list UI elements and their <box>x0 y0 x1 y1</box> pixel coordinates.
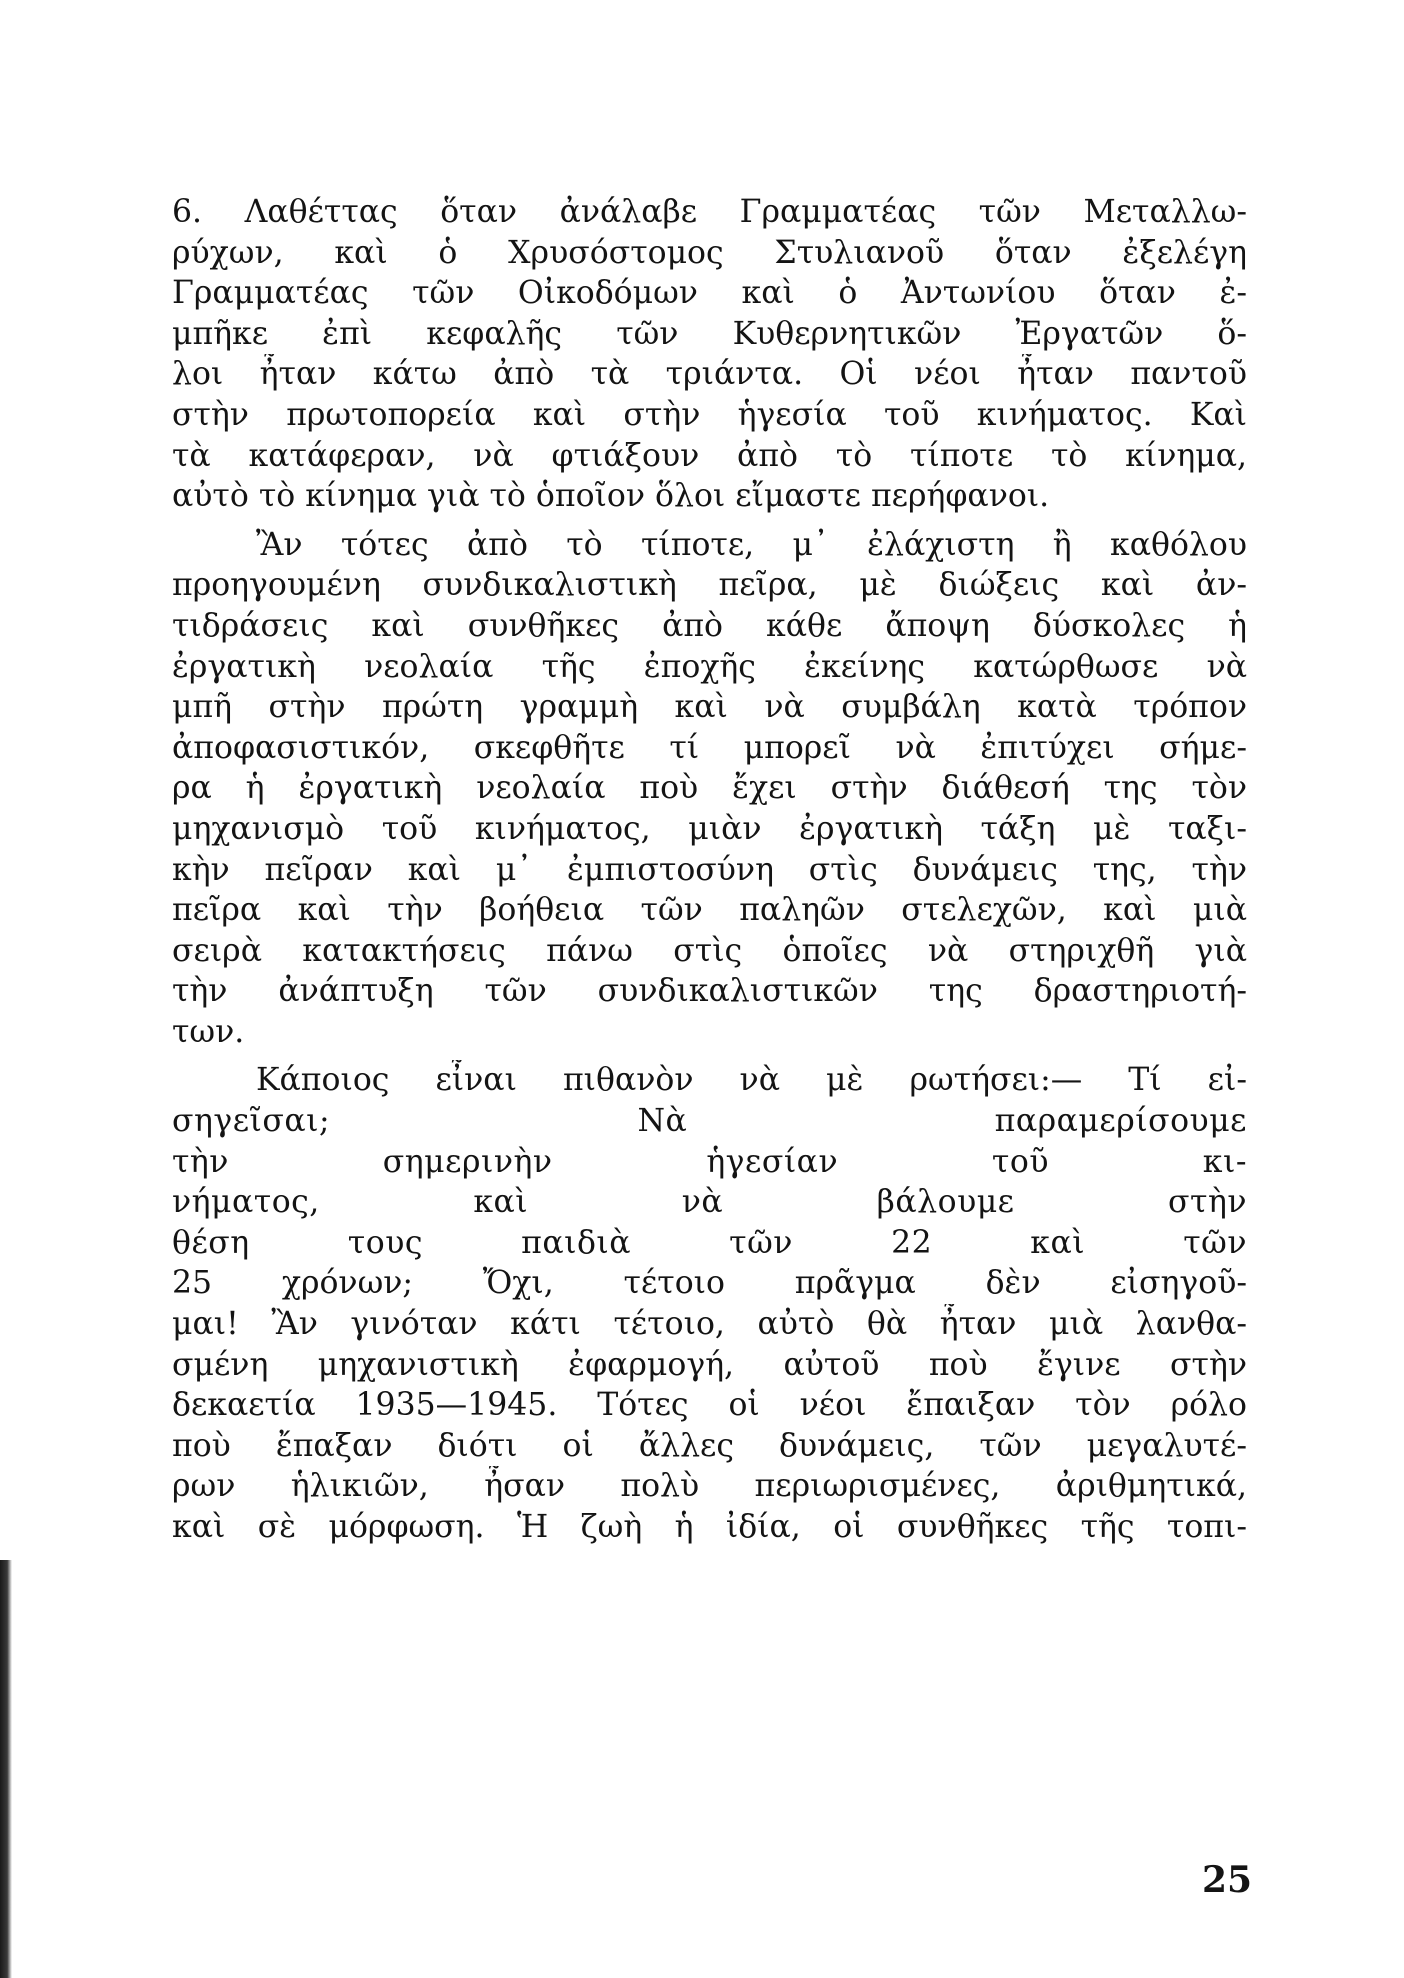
paragraph-2 <box>172 525 1247 1053</box>
text-line: ποὺ ἔπαξαν διότι οἱ ἄλλες δυνάμεις, τῶν μεγαλυτέ- <box>172 1427 1247 1464</box>
text-line: στὴν πρωτοπορεία καὶ στὴν ἡγεσία τοῦ κινήματος. Καὶ <box>172 396 1247 433</box>
text-line: σειρὰ κατακτήσεις πάνω στὶς ὁποῖες νὰ στηριχθῆ γιὰ <box>172 932 1247 969</box>
text-line: σμένη μηχανιστικὴ ἐφαρμογή, αὐτοῦ ποὺ ἔγινε στὴν <box>172 1346 1247 1383</box>
text-line: καὶ σὲ μόρφωση. Ἡ ζωὴ ἡ ἰδία, οἱ συνθῆκες τῆς τοπι- <box>172 1509 1247 1545</box>
text-line: μηχανισμὸ τοῦ κινήματος, μιὰν ἐργατικὴ τάξη μὲ ταξι- <box>172 810 1247 847</box>
text-line: τὴν σημερινὴν ἡγεσίαν τοῦ κι- <box>172 1143 1247 1180</box>
text-line: των. <box>172 1013 245 1050</box>
text-line: Ἂν τότες ἀπὸ τὸ τίποτε, μ᾽ ἐλάχιστη ἢ καθόλου <box>256 526 1247 563</box>
text-line: νήματος, καὶ νὰ βάλουμε στὴν <box>172 1184 1247 1221</box>
text-line: πεῖρα καὶ τὴν βοήθεια τῶν παληῶν στελεχῶν, καὶ μιὰ <box>172 892 1247 929</box>
text-line: ἐργατικὴ νεολαία τῆς ἐποχῆς ἐκείνης κατώρθωσε νὰ <box>172 648 1247 685</box>
text-line: Γραμματέας τῶν Οἰκοδόμων καὶ ὁ Ἀντωνίου ὅταν ἐ- <box>172 275 1247 312</box>
text-line: κὴν πεῖραν καὶ μ᾽ ἐμπιστοσύνη στὶς δυνάμεις της, τὴν <box>172 851 1247 888</box>
paragraph-1 <box>172 192 1247 517</box>
page-number: 25 <box>1202 1859 1253 1901</box>
text-line: 6. Λαθέττας ὅταν ἀνάλαβε Γραμματέας τῶν Μεταλλω- <box>172 194 1247 230</box>
text-line: ρων ἡλικιῶν, ἦσαν πολὺ περιωρισμένες, ἀριθμητικά, <box>172 1468 1247 1505</box>
text-line: θέση τους παιδιὰ τῶν 22 καὶ τῶν <box>172 1224 1247 1261</box>
text-line: λοι ἦταν κάτω ἀπὸ τὰ τριάντα. Οἱ νέοι ἦταν παντοῦ <box>172 356 1247 393</box>
text-line: σηγεῖσαι; Νὰ παραμερίσουμε <box>172 1103 1247 1140</box>
text-line: προηγουμένη συνδικαλιστικὴ πεῖρα, μὲ διώξεις καὶ ἀν- <box>172 567 1247 604</box>
text-line: 25 χρόνων; Ὄχι, τέτοιο πρᾶγμα δὲν εἰσηγοῦ- <box>172 1265 1247 1302</box>
text-line: ρύχων, καὶ ὁ Χρυσόστομος Στυλιανοῦ ὅταν ἐξελέγη <box>172 234 1247 271</box>
text-line: δεκαετία 1935—1945. Τότες οἱ νέοι ἔπαιξαν τὸν ρόλο <box>172 1387 1247 1424</box>
text-line: ρα ἡ ἐργατικὴ νεολαία ποὺ ἔχει στὴν διάθεσή της τὸν <box>172 770 1247 807</box>
paragraph-3 <box>172 1060 1247 1547</box>
text-line: τιδράσεις καὶ συνθῆκες ἀπὸ κάθε ἄποψη δύσκολες ἡ <box>172 607 1247 644</box>
page-edge-shadow <box>0 1560 12 1978</box>
body-text <box>172 192 1247 1548</box>
text-line: μπῆκε ἐπὶ κεφαλῆς τῶν Κυθερνητικῶν Ἐργατῶν ὅ- <box>172 315 1247 352</box>
text-line: Κάποιος εἶναι πιθανὸν νὰ μὲ ρωτήσει:— Τί εἰ- <box>256 1062 1247 1099</box>
text-line: τὴν ἀνάπτυξη τῶν συνδικαλιστικῶν της δραστηριοτή- <box>172 973 1247 1010</box>
text-line: ἀποφασιστικόν, σκεφθῆτε τί μπορεῖ νὰ ἐπιτύχει σήμε- <box>172 729 1247 766</box>
text-line: αὐτὸ τὸ κίνημα γιὰ τὸ ὁποῖον ὅλοι εἴμαστε περήφανοι. <box>172 478 1050 515</box>
text-line: μαι! Ἂν γινόταν κάτι τέτοιο, αὐτὸ θὰ ἦταν μιὰ λανθα- <box>172 1306 1247 1343</box>
text-line: μπῆ στὴν πρώτη γραμμὴ καὶ νὰ συμβάλη κατὰ τρόπον <box>172 689 1247 726</box>
text-line: τὰ κατάφεραν, νὰ φτιάξουν ἀπὸ τὸ τίποτε τὸ κίνημα, <box>172 437 1247 474</box>
